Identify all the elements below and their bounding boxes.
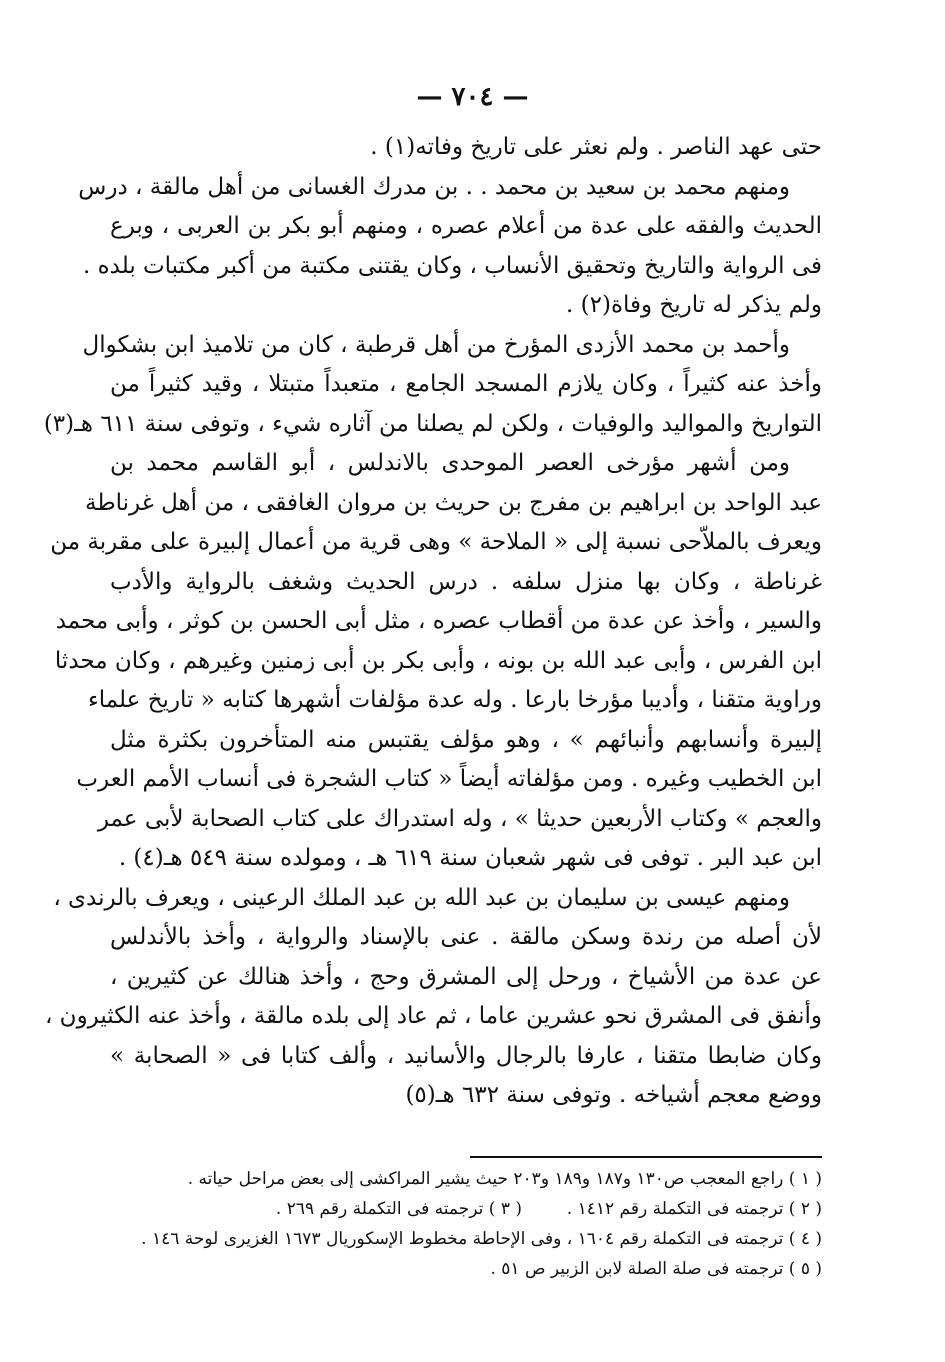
footnote-5: ( ٥ ) ترجمته فى صلة الصلة لابن الزبير ص ٥١ . (490, 1259, 822, 1279)
body-line: ابن الفرس ، وأبى عبد الله بن بونه ، وأبى بكر بن أبى زمنين وغيرهم ، وكان محدثا (54, 647, 822, 674)
body-text (43, 128, 822, 1116)
body-line: ابن الخطيب وغيره . ومن مؤلفاته أيضاً « كتاب الشجرة فى أنساب الأمم العرب (76, 766, 822, 792)
body-line: ومنهم محمد بن سعيد بن محمد . . بن مدرك الغسانى من أهل مالقة ، درس (78, 173, 790, 200)
body-line: فى الرواية والتاريخ وتحقيق الأنساب ، وكان يقتنى مكتبة من أكبر مكتبات بلده . (82, 252, 822, 279)
body-line: وأنفق فى المشرق نحو عشرين عاما ، ثم عاد إلى بلده مالقة ، وأخذ عنه الكثيرون ، (44, 1003, 822, 1029)
body-line: ابن عبد البر . توفى فى شهر شعبان سنة ٦١٩ هـ ، ومولده سنة ٥٤٩ هـ(٤) . (118, 845, 822, 871)
body-line: التواريخ والمواليد والوفيات ، ولكن لم يصلنا من آثاره شيء ، وتوفى سنة ٦١١ هـ(٣) (43, 410, 822, 437)
body-line: وراوية متقنا ، وأديبا مؤرخا بارعا . وله عدة مؤلفات أشهرها كتابه « تاريخ علماء (87, 687, 822, 713)
footnote-4: ( ٤ ) ترجمته فى التكملة رقم ١٦٠٤ ، وفى الإحاطة مخطوط الإسكوريال ١٦٧٣ الغزيرى لوحة ١٤٦ . (141, 1229, 822, 1249)
body-line: حتى عهد الناصر . ولم نعثر على تاريخ وفاته(١) . (370, 134, 822, 160)
page-number: — ٧٠٤ — (416, 82, 529, 112)
footnotes (110, 1164, 822, 1284)
footnote-1: ( ١ ) راجع المعجب ص١٣٠ و١٨٧ و١٨٩ و٢٠٣ حيث يشير المراكشى إلى بعض مراحل حياته . (187, 1169, 822, 1189)
body-line: ووضع معجم أشياخه . وتوفى سنة ٦٣٢ هـ(٥) (405, 1082, 822, 1108)
body-line: وأحمد بن محمد الأزدى المؤرخ من أهل قرطبة ، كان من تلاميذ ابن بشكوال (82, 331, 790, 358)
body-line: غرناطة ، وكان بها منزل سلفه . درس الحديث وشغف بالرواية والأدب (110, 568, 822, 595)
body-line: عن عدة من الأشياخ ، ورحل إلى المشرق وحج ، وأخذ هنالك عن كثيرين ، (110, 963, 822, 990)
body-line: عبد الواحد بن ابراهيم بن مفرج بن حريث بن مروان الغافقى ، من أهل غرناطة (85, 489, 822, 516)
body-line: وأخذ عنه كثيراً ، وكان يلازم المسجد الجامع ، متعبداً متبتلا ، وقيد كثيراً من (110, 371, 822, 397)
footnote-row (110, 1194, 822, 1224)
footnote-2: ( ٢ ) ترجمته فى التكملة رقم ١٤١٢ . (566, 1199, 822, 1219)
body-line: إلبيرة وأنسابهم وأنبائهم » ، وهو مؤلف يقتبس منه المتأخرون بكثرة مثل (110, 726, 822, 753)
body-line: والعجم » وكتاب الأربعين حديثا » ، وله استدراك على كتاب الصحابة لأبى عمر (97, 805, 822, 832)
body-line: ولم يذكر له تاريخ وفاة(٢) . (566, 292, 822, 318)
body-line: والسير ، وأخذ عن عدة من أقطاب عصره ، مثل أبى الحسن بن كوثر ، وأبى محمد (55, 608, 822, 634)
body-line: ويعرف بالملاّحى نسبة إلى « الملاحة » وهى قرية من أعمال إلبيرة على مقربة من (50, 529, 822, 555)
footnote-divider (470, 1156, 822, 1158)
body-line: وكان ضابطا متقنا ، عارفا بالرجال والأسانيد ، وألف كتابا فى « الصحابة » (110, 1042, 822, 1069)
body-line: لأن أصله من رندة وسكن مالقة . عنى بالإسناد والرواية ، وأخذ بالأندلس (110, 924, 822, 950)
body-line: ومنهم عيسى بن سليمان بن عبد الله بن عبد الملك الرعينى ، ويعرف بالرندى ، (53, 884, 790, 911)
body-line: الحديث والفقه على عدة من أعلام عصره ، ومنهم أبو بكر بن العربى ، وبرع (110, 213, 822, 239)
body-line: ومن أشهر مؤرخى العصر الموحدى بالاندلس ، أبو القاسم محمد بن (110, 450, 790, 476)
footnote-3: ( ٣ ) ترجمته فى التكملة رقم ٢٦٩ . (275, 1199, 522, 1219)
